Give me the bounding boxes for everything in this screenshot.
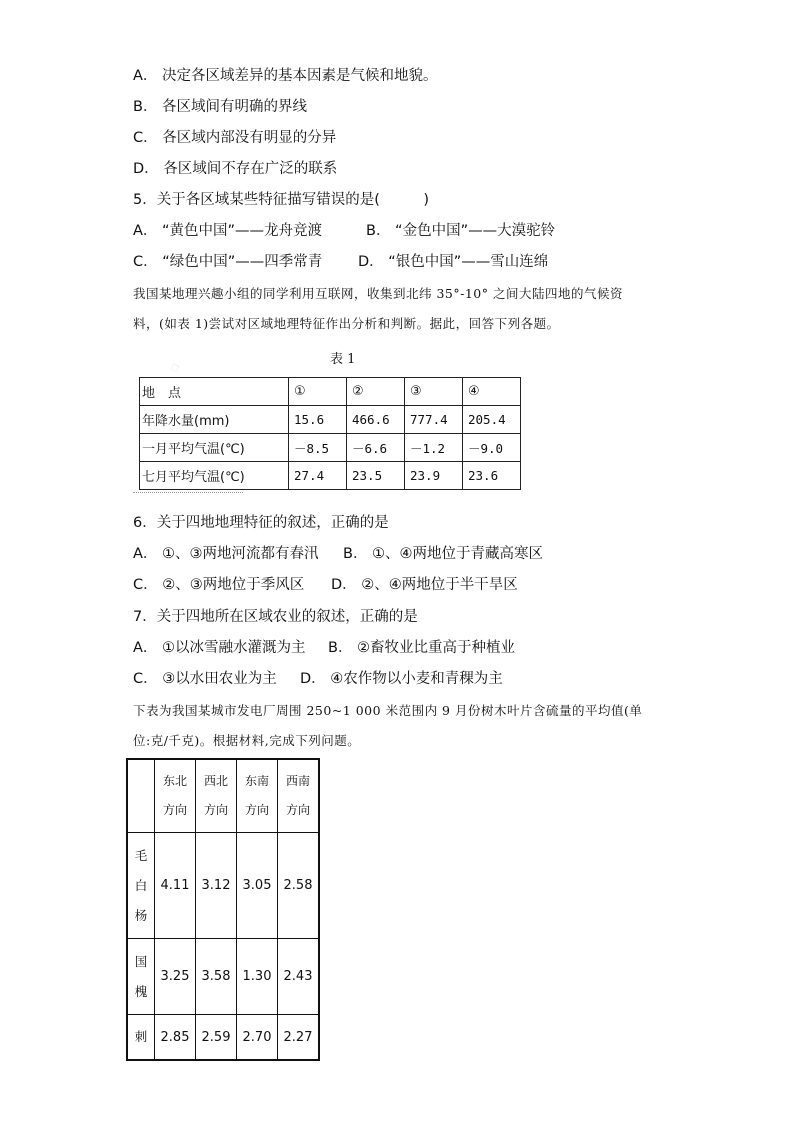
table-cell: 2.58 xyxy=(278,833,320,939)
table-row-header: 国 槐 xyxy=(127,939,155,1015)
table-cell: 4.11 xyxy=(155,833,196,939)
table-cell: 2.70 xyxy=(237,1015,278,1061)
table-cell: 2.27 xyxy=(278,1015,320,1061)
passage1-line2: 料，(如表 1)尝试对区域地理特征作出分析和判断。据此，回答下列各题。 xyxy=(133,316,560,331)
q7-option-d: D． ④农作物以小麦和青稞为主 xyxy=(300,671,503,687)
table-cell: 466.6 xyxy=(347,406,405,434)
table-header-row xyxy=(127,759,319,833)
table-header-cell: 西北 方向 xyxy=(196,759,237,833)
table-header-cell: ④ xyxy=(463,378,521,406)
table-row xyxy=(127,1015,319,1061)
passage1-line1: 我国某地理兴趣小组的同学利用互联网，收集到北纬 35°-10° 之间大陆四地的气候资 xyxy=(133,286,623,301)
table-header-cell: 东南 方向 xyxy=(237,759,278,833)
q5-option-b: B． “金色中国”——大漠驼铃 xyxy=(366,223,556,239)
table-header-row xyxy=(140,378,521,406)
q4-option-d: D． 各区域间不存在广泛的联系 xyxy=(133,161,338,177)
table-cell-label: 一月平均气温(℃) xyxy=(140,434,289,462)
table-cell: 777.4 xyxy=(405,406,463,434)
table-cell: 3.58 xyxy=(196,939,237,1015)
table-header-cell: 东北 方向 xyxy=(155,759,196,833)
table-cell: －1.2 xyxy=(405,434,463,462)
table-cell: 23.5 xyxy=(347,462,405,490)
table-cell: －8.5 xyxy=(289,434,347,462)
table-cell: －9.0 xyxy=(463,434,521,462)
table-header-cell: ② xyxy=(347,378,405,406)
table-row-header: 刺 xyxy=(127,1015,155,1061)
table-cell: 23.9 xyxy=(405,462,463,490)
q5-option-d: D． “银色中国”——雪山连绵 xyxy=(358,254,549,270)
q5-option-a: A． “黄色中国”——龙舟竞渡 xyxy=(133,223,323,239)
table-row xyxy=(140,406,521,434)
q4-option-b: B． 各区域间有明确的界线 xyxy=(133,99,308,115)
table-corner-cell xyxy=(127,759,155,833)
table1-caption: 表 1 xyxy=(330,352,356,367)
table-header-cell: ③ xyxy=(405,378,463,406)
table-cell: 3.25 xyxy=(155,939,196,1015)
passage2-line2: 位:克/千克)。根据材料,完成下列问题。 xyxy=(133,733,361,748)
q6-option-d: D． ②、④两地位于半干旱区 xyxy=(331,577,518,593)
table-row xyxy=(140,434,521,462)
q4-option-a: A． 决定各区域差异的基本因素是气候和地貌。 xyxy=(133,68,438,84)
table-row xyxy=(127,939,319,1015)
table-cell-label: 年降水量(mm) xyxy=(140,406,289,434)
q5-option-c: C． “绿色中国”——四季常青 xyxy=(133,254,323,270)
table-row xyxy=(127,833,319,939)
table-row-header: 毛 白 杨 xyxy=(127,833,155,939)
q6-option-c: C． ②、③两地位于季风区 xyxy=(133,577,305,593)
q4-option-c: C． 各区域内部没有明显的分异 xyxy=(133,130,337,146)
watermark-mark: ◇ xyxy=(167,358,182,376)
climate-table xyxy=(139,377,521,490)
table-cell: 15.6 xyxy=(289,406,347,434)
table-header-cell: 地 点 xyxy=(140,378,289,406)
table-cell: 2.85 xyxy=(155,1015,196,1061)
table-cell: 2.59 xyxy=(196,1015,237,1061)
table-cell: －6.6 xyxy=(347,434,405,462)
table-cell: 27.4 xyxy=(289,462,347,490)
table-cell: 3.12 xyxy=(196,833,237,939)
q7-stem: 7．关于四地所在区域农业的叙述，正确的是 xyxy=(133,609,418,625)
q7-option-b: B． ②畜牧业比重高于种植业 xyxy=(328,640,516,656)
q7-option-a: A． ①以冰雪融水灌溉为主 xyxy=(133,640,306,656)
q6-stem: 6．关于四地地理特征的叙述，正确的是 xyxy=(133,515,389,531)
table-header-cell: ① xyxy=(289,378,347,406)
table-cell: 23.6 xyxy=(463,462,521,490)
cropped-text-residue xyxy=(133,492,243,496)
table-row xyxy=(140,462,521,490)
table-cell: 3.05 xyxy=(237,833,278,939)
table-cell: 1.30 xyxy=(237,939,278,1015)
q7-option-c: C． ③以水田农业为主 xyxy=(133,671,277,687)
table-cell: 205.4 xyxy=(463,406,521,434)
table-cell: 2.43 xyxy=(278,939,320,1015)
table-cell-label: 七月平均气温(℃) xyxy=(140,462,289,490)
q5-stem: 5．关于各区域某些特征描写错误的是( ) xyxy=(133,192,430,208)
table-header-cell: 西南 方向 xyxy=(278,759,320,833)
q6-option-b: B． ①、④两地位于青藏高寒区 xyxy=(343,546,544,562)
passage2-line1: 下表为我国某城市发电厂周围 250~1 000 米范围内 9 月份树木叶片含硫量的平均值(单 xyxy=(133,703,643,718)
q6-option-a: A． ①、③两地河流都有春汛 xyxy=(133,546,319,562)
sulfur-table xyxy=(126,758,320,1061)
